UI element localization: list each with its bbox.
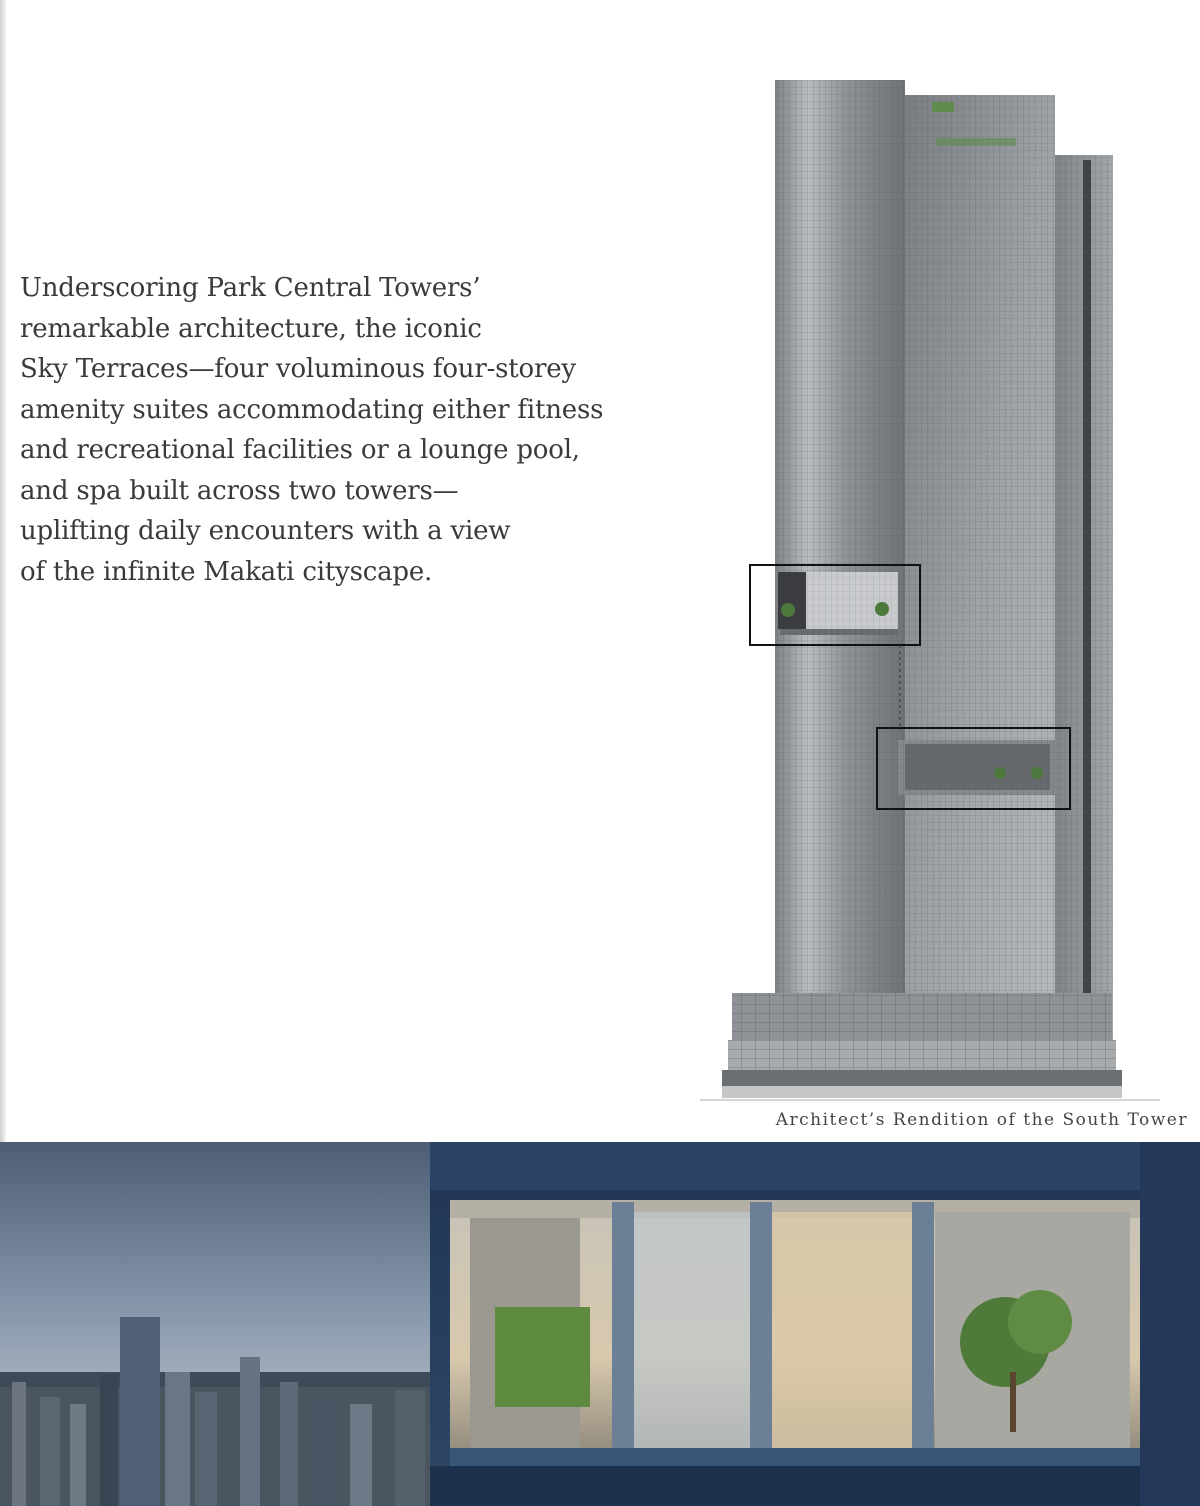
body-line: Sky Terraces—four voluminous four-storey: [20, 354, 576, 384]
body-line: and recreational facilities or a lounge pool,: [20, 435, 580, 465]
body-line: and spa built across two towers—: [20, 475, 459, 506]
image-caption: Architect’s Rendition of the South Tower: [775, 1110, 1188, 1130]
south-tower-rendering: [700, 60, 1160, 1120]
body-line: uplifting daily encounters with a view: [20, 516, 511, 546]
body-paragraph: [20, 268, 680, 592]
body-line: Underscoring Park Central Towers’: [20, 273, 481, 303]
body-line: of the infinite Makati cityscape.: [20, 556, 433, 587]
body-line: amenity suites accommodating either fitness: [20, 394, 604, 425]
body-line: remarkable architecture, the iconic: [20, 313, 482, 344]
sky-terrace-photo: [0, 1142, 1200, 1506]
